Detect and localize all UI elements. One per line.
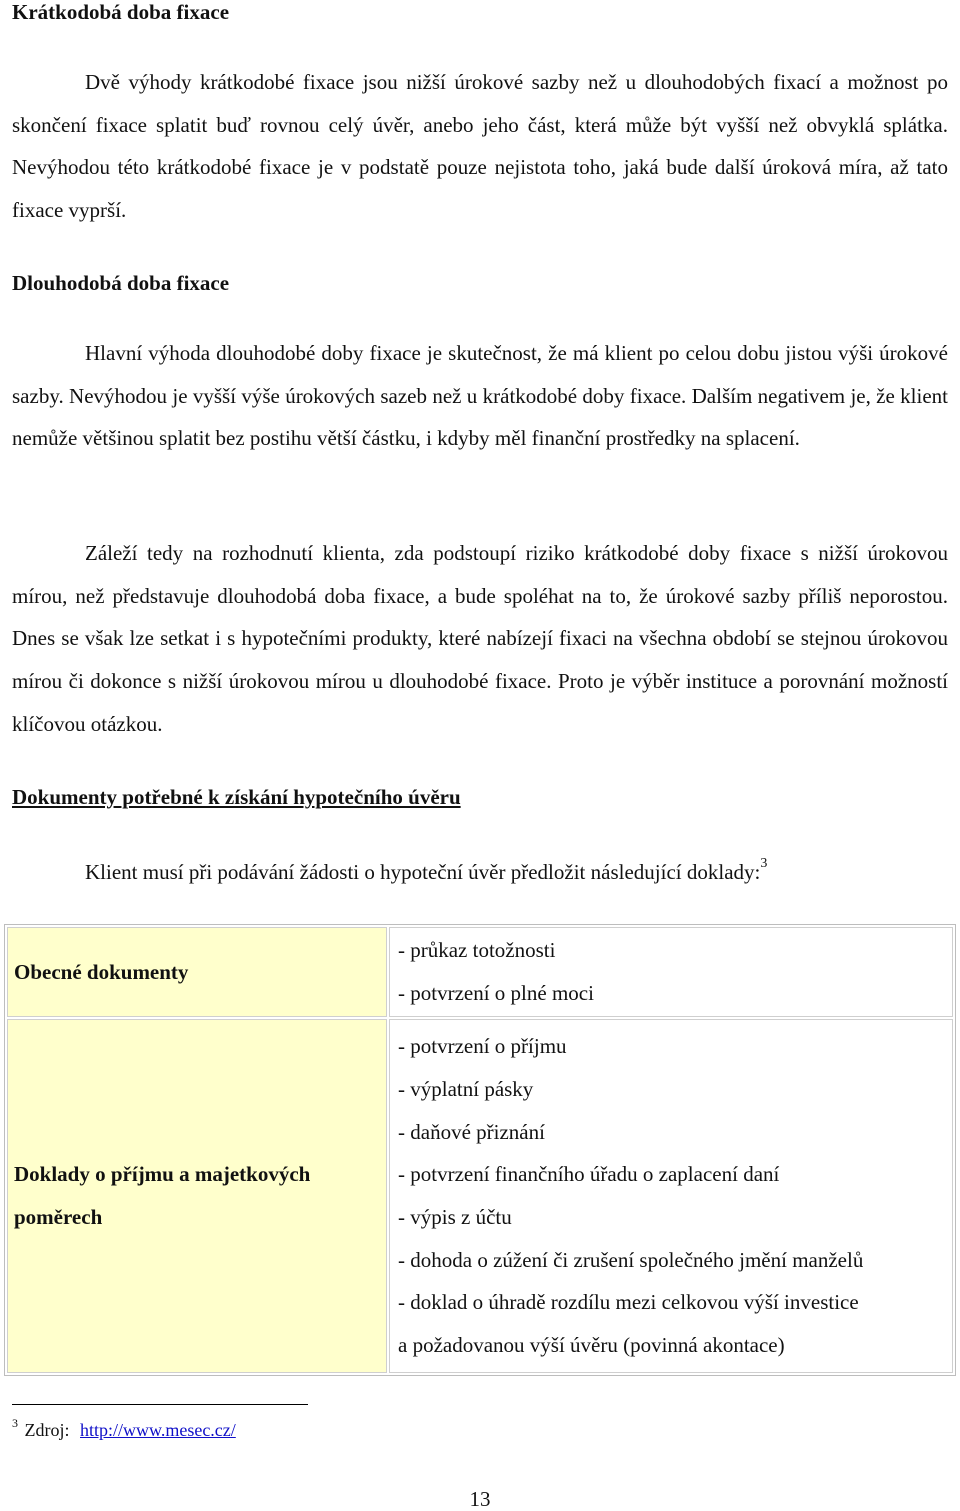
footnote-label: Zdroj: (24, 1420, 70, 1440)
list-item: - daňové přiznání (398, 1119, 545, 1144)
footnote-reference[interactable]: 3 (760, 856, 768, 871)
documents-table (4, 924, 956, 1376)
footnote-link[interactable]: http://www.mesec.cz/ (80, 1420, 236, 1440)
page-number: 13 (469, 1487, 491, 1511)
list-item: - dohoda o zúžení či zrušení společného jmění manželů (398, 1247, 864, 1272)
items-cell (389, 1019, 953, 1373)
category-cell: Doklady o příjmu a majetkových poměrech (7, 1019, 387, 1373)
documents-intro (85, 856, 767, 884)
footnote-separator (12, 1404, 308, 1405)
heading-documents: Dokumenty potřebné k získání hypotečního úvěru (12, 785, 461, 809)
list-item: - průkaz totožnosti (398, 938, 556, 963)
list-item: - doklad o úhradě rozdílu mezi celkovou výší investice (398, 1290, 859, 1315)
list-item: - výpis z účtu (398, 1205, 512, 1229)
category-cell: Obecné dokumenty (7, 927, 387, 1017)
paragraph-long-fixation: Hlavní výhoda dlouhodobé doby fixace je skutečnost, že má klient po celou dobu jistou výši úrokové sazby. Nevýhodou je vyšší výše úrokových sazeb než u krátkodobé doby fixace. Dalším negativem je, že klient nemůže většinou splatit bez postihu větší částku, i kdyby měl finanční prostředky na splacení. (12, 341, 948, 451)
list-item: - potvrzení finančního úřadu o zaplacení daní (398, 1162, 780, 1187)
list-item: - potvrzení o plné moci (398, 981, 594, 1005)
items-cell (389, 927, 953, 1017)
list-item: a požadovanou výší úvěru (povinná akontace) (398, 1333, 785, 1358)
documents-intro-text: Klient musí při podávání žádosti o hypoteční úvěr předložit následující doklady: (85, 860, 761, 884)
heading-short-fixation: Krátkodobá doba fixace (12, 0, 230, 24)
table-row (7, 927, 953, 1017)
paragraph-short-fixation: Dvě výhody krátkodobé fixace jsou nižší úrokové sazby než u dlouhodobých fixací a možnost po skončení fixace splatit buď rovnou celý úvěr, anebo jeho část, která může být vyšší než obvyklá splátka. Nevýhodou této krátkodobé fixace je v podstatě pouze nejistota toho, jaká bude další úroková míra, až tato fixace vyprší. (12, 70, 948, 223)
list-item: - výplatní pásky (398, 1076, 534, 1101)
list-item: - potvrzení o příjmu (398, 1034, 567, 1059)
heading-long-fixation: Dlouhodobá doba fixace (12, 271, 230, 295)
paragraph-conclusion: Záleží tedy na rozhodnutí klienta, zda podstoupí riziko krátkodobé doby fixace s nižší úrokovou mírou, než představuje dlouhodobá doba fixace, a bude spoléhat na to, že úrokové sazby příliš neporostou. Dnes se však lze setkat i s hypotečními produkty, které nabízejí fixaci na všechna období se stejnou úrokovou mírou či dokonce s nižší úrokovou mírou u dlouhodobé fixace. Proto je výběr instituce a porovnání možností klíčovou otázkou. (12, 541, 948, 736)
footnote-number: 3 (12, 1416, 18, 1430)
table-row (7, 1019, 953, 1373)
footnote (12, 1414, 236, 1441)
